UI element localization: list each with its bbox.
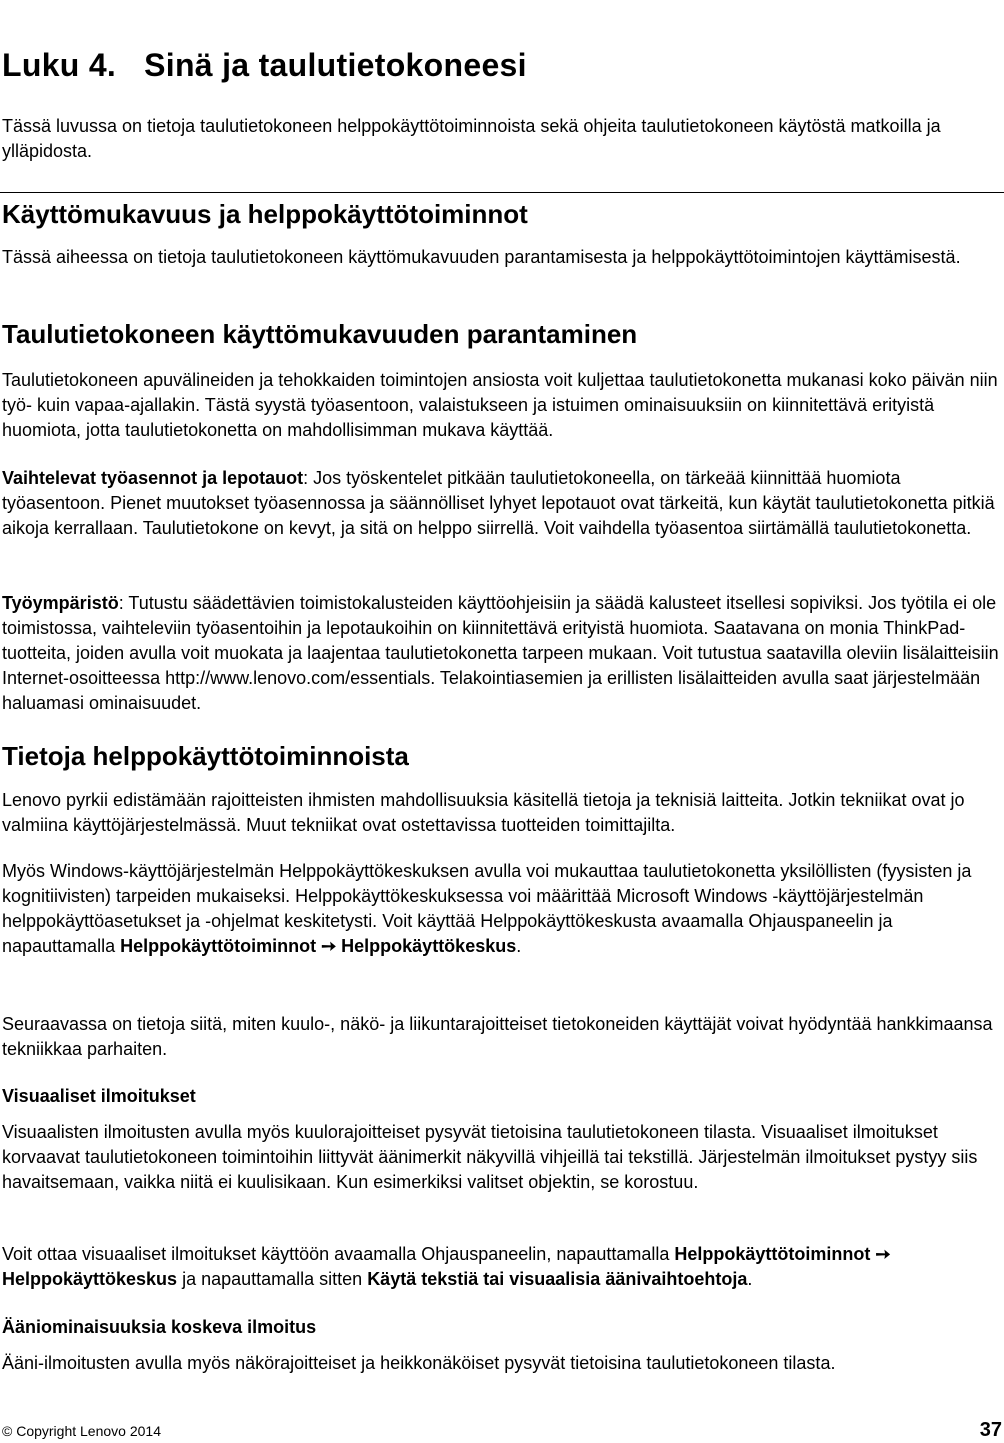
visual-option-name: Käytä tekstiä tai visuaalisia äänivaihtoehtoja <box>367 1269 748 1289</box>
visual-enable-text: Voit ottaa visuaaliset ilmoitukset käyttöön avaamalla Ohjauspaneelin, napauttamalla <box>2 1244 675 1264</box>
section-title-accessibility: Tietoja helppokäyttötoiminnoista <box>2 741 409 771</box>
copyright: © Copyright Lenovo 2014 <box>2 1423 161 1439</box>
subsection-title-audio: Ääniominaisuuksia koskeva ilmoitus <box>2 1317 317 1337</box>
section-title-ergonomics: Taulutietokoneen käyttömukavuuden parantaminen <box>2 319 638 349</box>
accessibility-paragraph-1: Lenovo pyrkii edistämään rajoitteisten ihmisten mahdollisuuksia käsitellä tietoja ja teknisiä laitteita. Jotkin tekniikat ovat jo valmiina käyttöjärjestelmässä. Muut tekniikat ovat ostettavissa tuotteiden toimittajilta. <box>2 790 965 835</box>
visual-ease-path: Helppokäyttötoiminnot ➙ Helppokäyttökeskus <box>2 1244 891 1289</box>
section-divider <box>0 192 1004 193</box>
chapter-number: Luku 4. <box>2 47 117 83</box>
ergonomics-paragraph: Taulutietokoneen apuvälineiden ja tehokkaiden toimintojen ansiosta voit kuljettaa taulutietokonetta mukanasi koko päivän niin työ- kuin vapaa-ajallakin. Tästä syystä työasentoon, valaistukseen ja istuimen ominaisuuksiin on kiinnitettävä erityistä huomiota, jotta taulutietokonetta on mahdollisimman mukava käyttää. <box>2 370 998 440</box>
audio-notifications-paragraph: Ääni-ilmoitusten avulla myös näkörajoitteiset ja heikkonäköiset pysyvät tietoisina taulutietokoneen tilasta. <box>2 1353 836 1373</box>
section-title-comfort: Käyttömukavuus ja helppokäyttötoiminnot <box>2 199 528 229</box>
work-environment-paragraph <box>2 591 1002 716</box>
accessibility-paragraph-2 <box>2 859 1002 959</box>
section-comfort-body: Tässä aiheessa on tietoja taulutietokoneen käyttömukavuuden parantamisesta ja helppokäyttötoimintojen käyttämisestä. <box>2 247 961 267</box>
visual-enable-end: . <box>747 1269 753 1289</box>
visual-notifications-paragraph: Visuaalisten ilmoitusten avulla myös kuulorajoitteiset pysyvät tietoisina taulutietokoneen tilasta. Visuaaliset ilmoitukset korvaavat taulutietokoneen toimintoihin liittyvät äänimerkit näkyvillä vihjeillä tai tekstillä. Järjestelmän ilmoitukset pystyy siis havaitsemaan, vaikka niitä ei kuulisikaan. Kun esimerkiksi valitset objektin, se korostuu. <box>2 1122 978 1192</box>
work-environment-label: Työympäristö <box>2 593 119 613</box>
work-positions-paragraph <box>2 466 1002 541</box>
accessibility-p2-end: . <box>516 936 522 956</box>
accessibility-p2-text: Myös Windows-käyttöjärjestelmän Helppokäyttökeskuksen avulla voi mukauttaa taulutietokonetta yksilöllisten (fyysisten ja kognitiivisten) tarpeiden mukaiseksi. Helppokäyttökeskuksessa voi määrittää Microsoft Windows -käyttöjärjestelmän helppokäyttöasetukset ja -ohjelmat keskitetysti. Voit käyttää Helppokäyttökeskusta avaamalla Ohjauspaneelin ja napauttamalla <box>2 861 972 956</box>
work-positions-text: : Jos työskentelet pitkään taulutietokoneella, on tärkeää kiinnittää huomiota työasentoon. Pienet muutokset työasennossa ja säännölliset lyhyet lepotauot ovat tärkeitä, kun käytät taulutietokonetta pitkiä aikoja kerrallaan. Taulutietokone on kevyt, ja sitä on helppo siirrellä. Voit vaihdella työasentoa siirtämällä taulutietokonetta. <box>2 468 995 538</box>
chapter-name: Sinä ja taulutietokoneesi <box>144 47 527 83</box>
page-number: 37 <box>979 1419 1002 1441</box>
ease-of-access-path: Helppokäyttötoiminnot ➙ Helppokäyttökeskus <box>120 936 517 956</box>
accessibility-paragraph-3: Seuraavassa on tietoja siitä, miten kuulo-, näkö- ja liikuntarajoitteiset tietokoneiden käyttäjät voivat hyödyntää hankkimaansa tekniikkaa parhaiten. <box>2 1014 993 1059</box>
visual-enable-paragraph <box>2 1242 1002 1292</box>
visual-enable-mid: ja napauttamalla sitten <box>177 1269 368 1289</box>
chapter-title <box>2 47 527 84</box>
subsection-title-visual: Visuaaliset ilmoitukset <box>2 1086 196 1106</box>
work-environment-text: : Tutustu säädettävien toimistokalusteiden käyttöohjeisiin ja säädä kalusteet itsellesi sopiviksi. Jos työtila ei ole toimistossa, vaihteleviin työasentoihin ja lepotaukoihin on kiinnitettävä erityistä huomiota. Saatavana on monia ThinkPad-tuotteita, joiden avulla voit muokata ja laajentaa taulutietokonetta tarpeen mukaan. Voit tutustua saatavilla oleviin lisälaitteisiin Internet-osoitteessa http://www.lenovo.com/essentials. Telakointiasemien ja erillisten lisälaitteiden avulla saat järjestelmään haluamasi ominaisuudet. <box>2 593 999 713</box>
work-positions-label: Vaihtelevat työasennot ja lepotauot <box>2 468 304 488</box>
intro-paragraph: Tässä luvussa on tietoja taulutietokoneen helppokäyttötoiminnoista sekä ohjeita taulutietokoneen käytöstä matkoilla ja ylläpidosta. <box>2 116 941 161</box>
